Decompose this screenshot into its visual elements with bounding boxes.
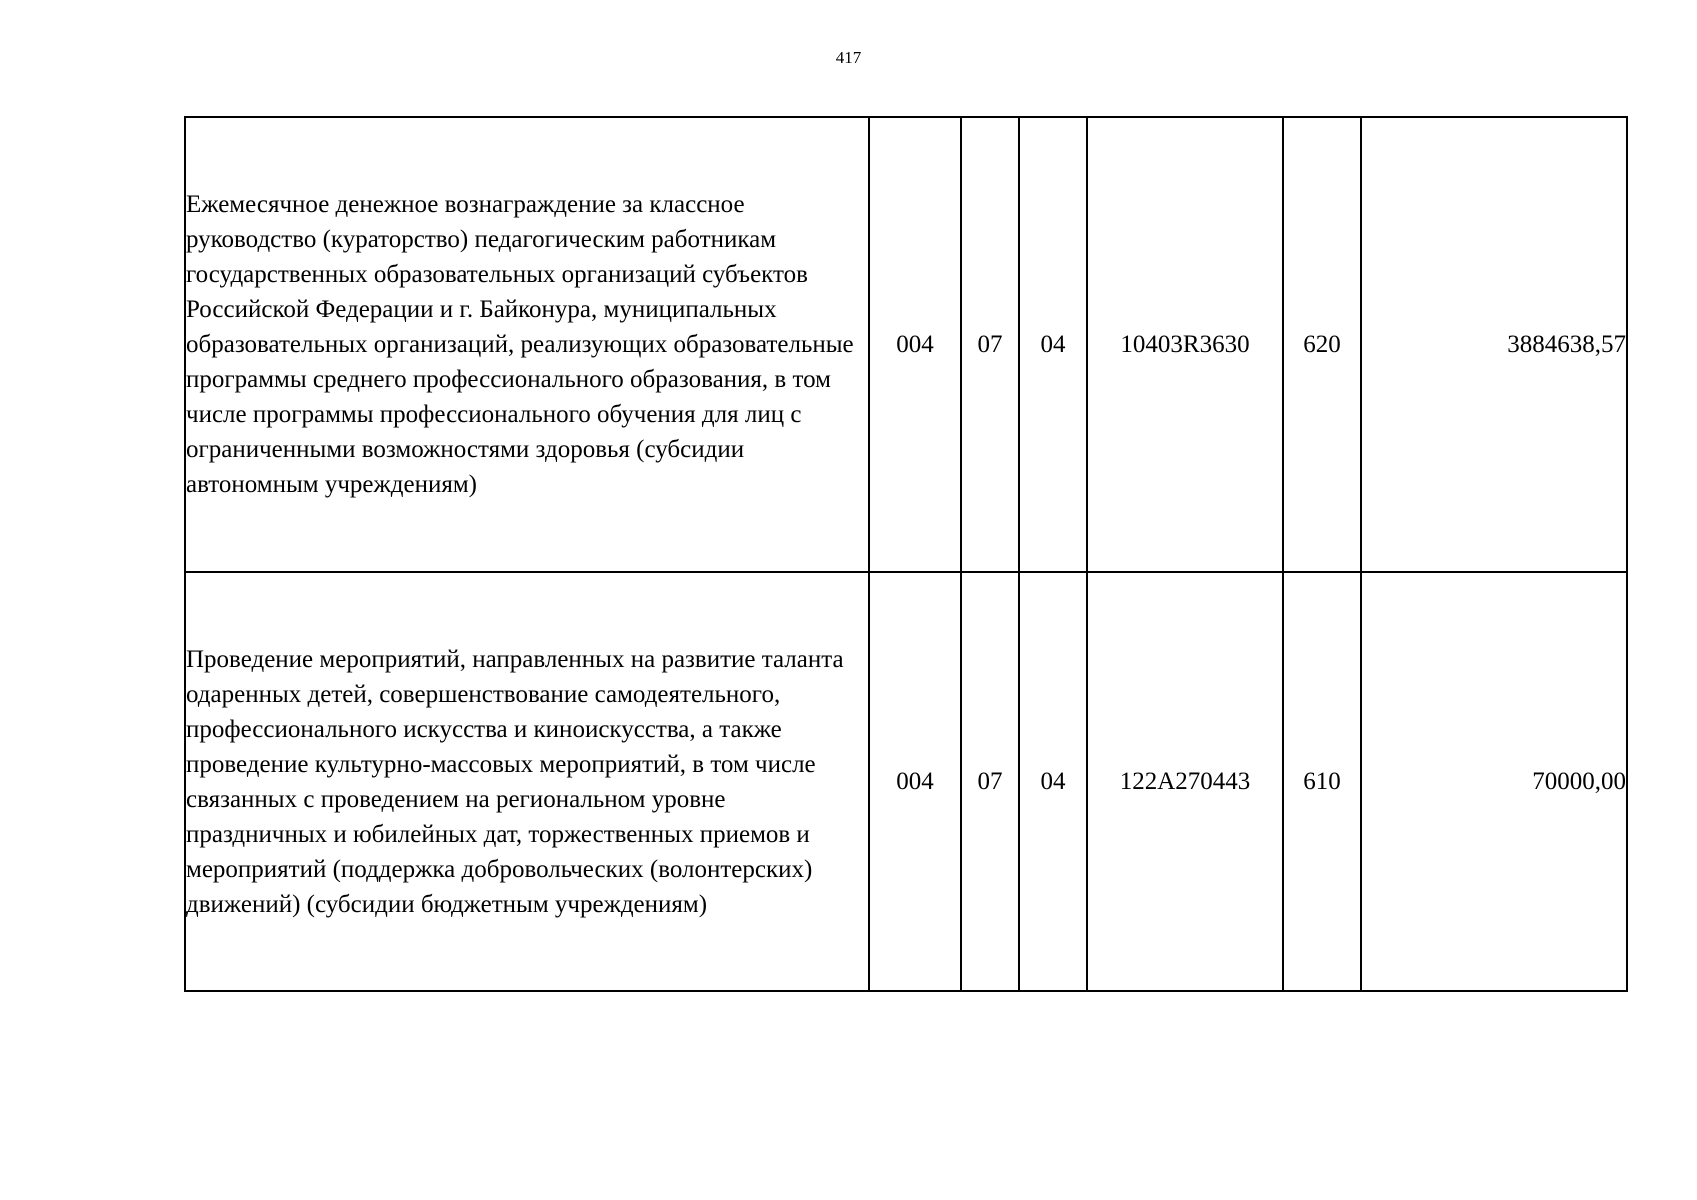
budget-table bbox=[184, 116, 1628, 992]
target-article-code: 122А270443 bbox=[1087, 572, 1283, 991]
table-row bbox=[185, 117, 1627, 572]
amount-value: 3884638,57 bbox=[1361, 117, 1627, 572]
section-code: 07 bbox=[961, 117, 1019, 572]
page-number: 417 bbox=[835, 48, 862, 67]
expense-type-code: 620 bbox=[1283, 117, 1361, 572]
subsection-code: 04 bbox=[1019, 117, 1087, 572]
expense-type-code: 610 bbox=[1283, 572, 1361, 991]
ministry-code: 004 bbox=[869, 572, 961, 991]
expense-description: Проведение мероприятий, направленных на развитие таланта одаренных детей, совершенствование самодеятельного, профессионального искусства и киноискусства, а также проведение культурно-массовых мероприятий, в том числе связанных с проведением на региональном уровне праздничных и юбилейных дат, торжественных приемов и мероприятий (поддержка добровольческих (волонтерских) движений) (субсидии бюджетным учреждениям) bbox=[185, 572, 869, 991]
table-row bbox=[185, 572, 1627, 991]
expense-description: Ежемесячное денежное вознаграждение за классное руководство (кураторство) педагогическим работникам государственных образовательных организаций субъектов Российской Федерации и г. Байконура, муниципальных образовательных организаций, реализующих образовательные программы среднего профессионального образования, в том числе программы профессионального обучения для лиц с ограниченными возможностями здоровья (субсидии автономным учреждениям) bbox=[185, 117, 869, 572]
subsection-code: 04 bbox=[1019, 572, 1087, 991]
ministry-code: 004 bbox=[869, 117, 961, 572]
section-code: 07 bbox=[961, 572, 1019, 991]
amount-value: 70000,00 bbox=[1361, 572, 1627, 991]
target-article-code: 10403R3630 bbox=[1087, 117, 1283, 572]
